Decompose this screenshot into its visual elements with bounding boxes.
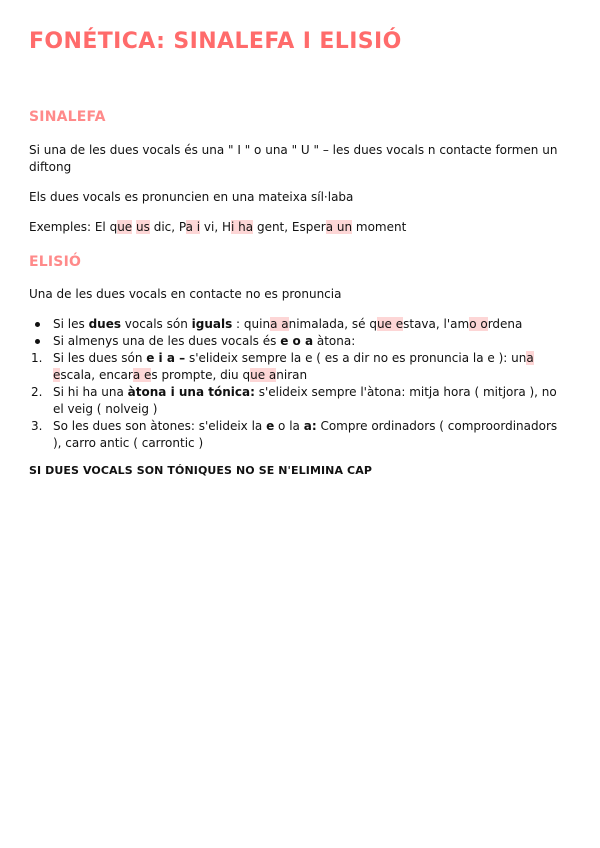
highlight: a a [270, 317, 289, 331]
highlight: a un [325, 220, 353, 234]
highlight: o o [469, 317, 488, 331]
list-item: Si almenys una de les dues vocals és e o a àtona: [29, 333, 569, 350]
list-item: 2. Si hi ha una àtona i una tónica: s'elideix sempre l'àtona: mitja hora ( mitjora ), no el veig ( nolveig ) [31, 385, 557, 416]
highlight: i ha [231, 220, 254, 234]
final-note: SI DUES VOCALS SON TÓNIQUES NO SE N'ELIMINA CAP [29, 464, 372, 477]
list-item: 1. Si les dues són e i a – s'elideix sempre la e ( es a dir no es pronuncia la e ): una escala, encara es prompte, diu que aniran [31, 351, 534, 382]
highlight: a i [185, 220, 201, 234]
highlight: a e [132, 368, 152, 382]
list-item: Si les dues vocals són iguals : quina animalada, sé que estava, l'amo ordena [29, 316, 569, 333]
section-heading-elisio: ELISIÓ [29, 254, 82, 270]
elisio-bullet-list [29, 316, 569, 452]
bullet-icon [35, 339, 40, 344]
list-number: 2. [31, 385, 43, 399]
highlight: ue a [250, 368, 277, 382]
sinalefa-syllable-note: Els dues vocals es pronuncien en una mateixa síl·laba [29, 190, 354, 204]
list-number: 3. [31, 419, 43, 433]
highlight: a e [53, 351, 534, 382]
highlight: us [136, 220, 150, 234]
list-item: 3. So les dues son àtones: s'elideix la e o la a: Compre ordinadors ( comproordinadors ), carro antic ( carrontic ) [31, 419, 558, 450]
sinalefa-examples: Exemples: El que us dic, Pa i vi, Hi ha gent, Espera un moment [29, 220, 407, 234]
section-heading-sinalefa: SINALEFA [29, 109, 106, 125]
list-number: 1. [31, 351, 43, 365]
highlight: ue e [376, 317, 404, 331]
highlight: ue [117, 220, 133, 234]
page-title: FONÉTICA: SINALEFA I ELISIÓ [29, 29, 402, 54]
sinalefa-definition: Si una de les dues vocals és una " I " o una " U " – les dues vocals n contacte formen un diftong [29, 143, 558, 174]
bullet-icon [35, 322, 40, 327]
elisio-definition: Una de les dues vocals en contacte no es pronuncia [29, 287, 342, 301]
